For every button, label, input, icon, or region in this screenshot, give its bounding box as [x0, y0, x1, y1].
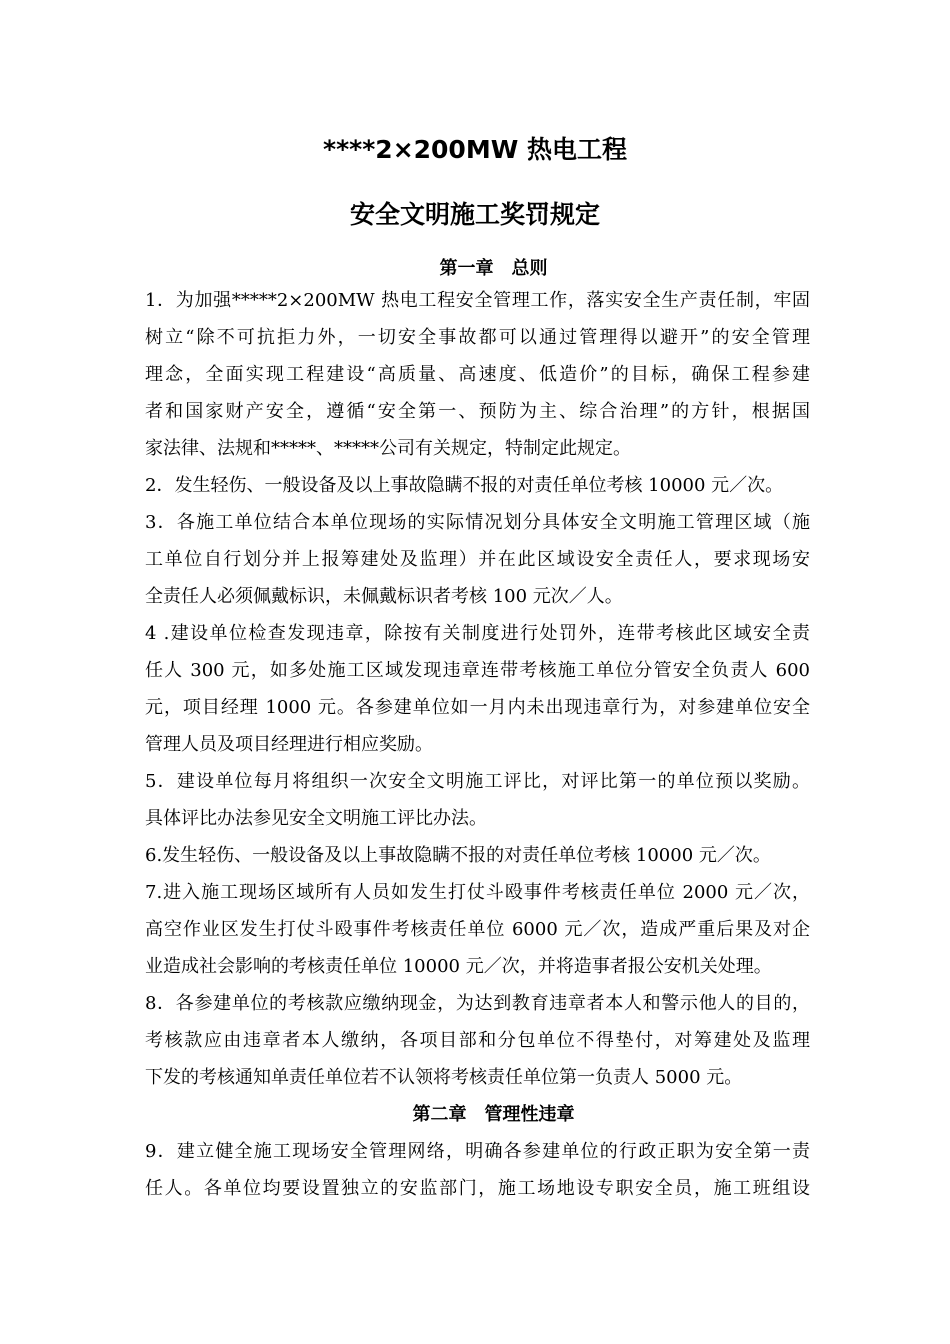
- text-line: 全责任人必须佩戴标识，未佩戴标识者考核 100 元次／人。: [145, 586, 623, 607]
- paragraph-7: [145, 874, 810, 985]
- text-line: 1．为加强*****2×200MW 热电工程安全管理工作，落实安全生产责任制，牢固: [145, 290, 810, 311]
- text-line: 4 .建设单位检查发现违章，除按有关制度进行处罚外，连带考核此区域安全责: [145, 623, 810, 644]
- text-line: 下发的考核通知单责任单位若不认领将考核责任单位第一负责人 5000 元。: [145, 1067, 743, 1088]
- text-line: 具体评比办法参见安全文明施工评比办法。: [145, 808, 487, 829]
- document-body: [145, 282, 810, 1207]
- paragraph-1: [145, 282, 810, 467]
- text-line: 工单位自行划分并上报筹建处及监理）并在此区域设安全责任人，要求现场安: [145, 549, 810, 570]
- text-line: 2．发生轻伤、一般设备及以上事故隐瞒不报的对责任单位考核 10000 元／次。: [145, 475, 784, 496]
- paragraph-2: [145, 467, 810, 504]
- text-line: 考核款应由违章者本人缴纳，各项目部和分包单位不得垫付，对筹建处及监理: [145, 1030, 810, 1051]
- text-line: 元，项目经理 1000 元。各参建单位如一月内未出现违章行为，对参建单位安全: [145, 697, 810, 718]
- text-line: 家法律、法规和*****、*****公司有关规定，特制定此规定。: [145, 438, 631, 459]
- text-line: 8．各参建单位的考核款应缴纳现金，为达到教育违章者本人和警示他人的目的，: [145, 993, 810, 1014]
- paragraph-5: [145, 763, 810, 837]
- text-line: 高空作业区发生打仗斗殴事件考核责任单位 6000 元／次，造成严重后果及对企: [145, 919, 810, 940]
- text-line: 7.进入施工现场区域所有人员如发生打仗斗殴事件考核责任单位 2000 元／次，: [145, 882, 810, 903]
- text-line: 管理人员及项目经理进行相应奖励。: [145, 734, 433, 755]
- text-line: 5．建设单位每月将组织一次安全文明施工评比，对评比第一的单位预以奖励。: [145, 771, 810, 792]
- text-line: 者和国家财产安全，遵循“安全第一、预防为主、综合治理”的方针，根据国: [145, 401, 810, 422]
- paragraph-4: [145, 615, 810, 763]
- text-line: 6.发生轻伤、一般设备及以上事故隐瞒不报的对责任单位考核 10000 元／次。: [145, 845, 771, 866]
- text-line: 9．建立健全施工现场安全管理网络，明确各参建单位的行政正职为安全第一责: [145, 1141, 810, 1162]
- text-line: 3．各施工单位结合本单位现场的实际情况划分具体安全文明施工管理区域（施: [145, 512, 810, 533]
- chapter-2-heading: 第二章 管理性违章: [412, 1104, 575, 1125]
- paragraph-6: [145, 837, 810, 874]
- text-line: 树立“除不可抗拒力外，一切安全事故都可以通过管理得以避开”的安全管理: [145, 327, 810, 348]
- paragraph-8: [145, 985, 810, 1096]
- document-title: ****2×200MW 热电工程: [323, 135, 627, 164]
- paragraph-9: [145, 1133, 810, 1207]
- chapter-1-heading: 第一章 总则: [439, 258, 548, 279]
- text-line: 任人。各单位均要设置独立的安监部门，施工场地设专职安全员，施工班组设: [145, 1178, 810, 1199]
- document-subtitle: 安全文明施工奖罚规定: [349, 200, 600, 229]
- paragraph-3: [145, 504, 810, 615]
- text-line: 任人 300 元，如多处施工区域发现违章连带考核施工单位分管安全负责人 600: [145, 660, 810, 681]
- text-line: 理念，全面实现工程建设“高质量、高速度、低造价”的目标，确保工程参建: [145, 364, 810, 385]
- text-line: 业造成社会影响的考核责任单位 10000 元／次，并将造事者报公安机关处理。: [145, 956, 772, 977]
